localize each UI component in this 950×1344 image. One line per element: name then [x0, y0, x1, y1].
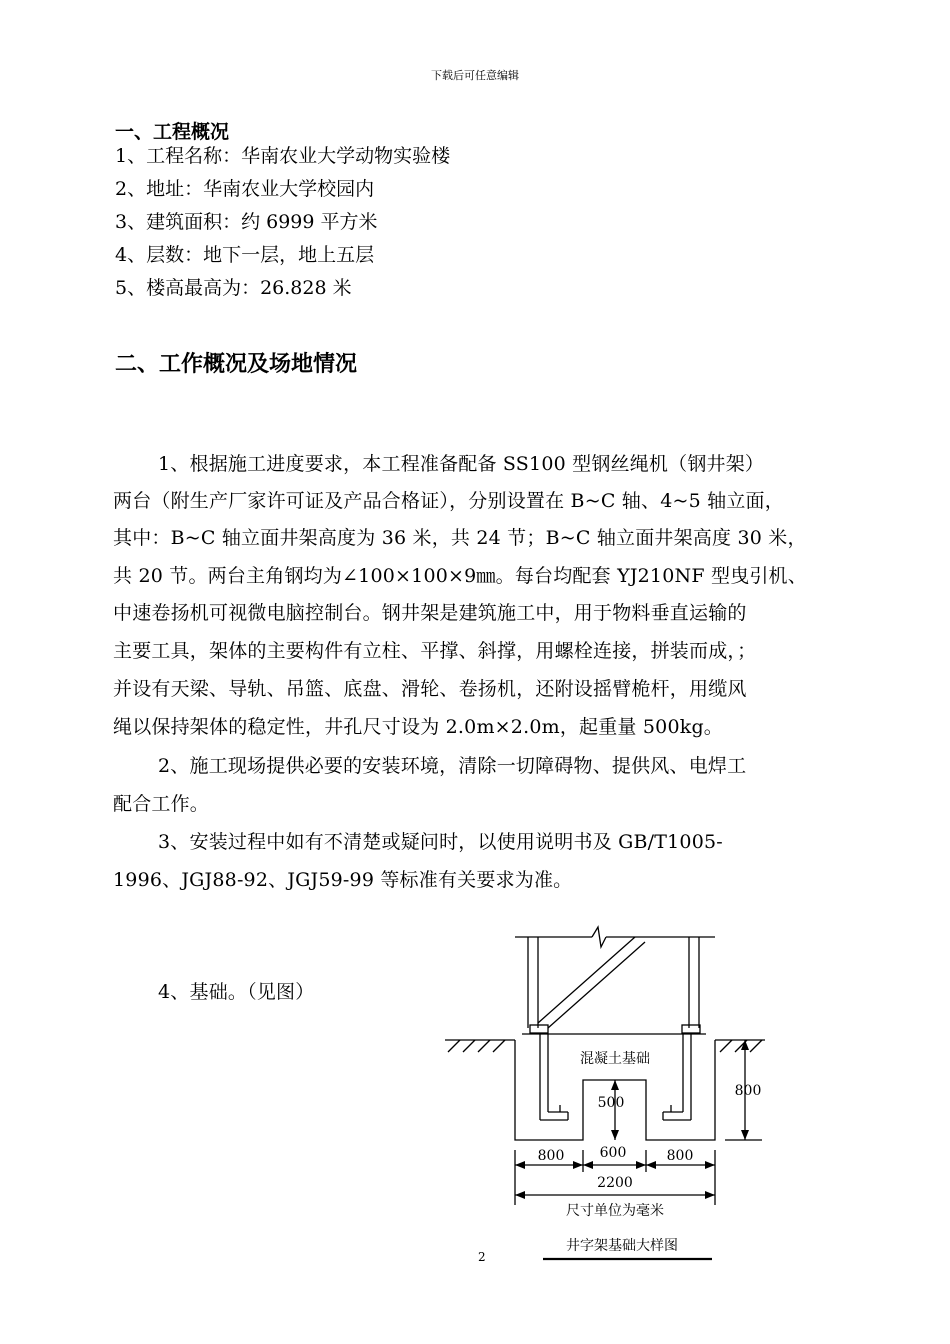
paragraph-line: 3、安装过程中如有不清楚或疑问时，以使用说明书及 GB/T1005-: [158, 831, 723, 853]
dim-500-label: 500: [597, 1095, 625, 1111]
unit-note: 尺寸单位为毫米: [566, 1203, 664, 1219]
address-line: 2、地址：华南农业大学校园内: [115, 178, 375, 200]
paragraph-line: 其中：B~C 轴立面井架高度为 36 米，共 24 节；B~C 轴立面井架高度 30 米，: [113, 527, 807, 549]
floors-line: 4、层数：地下一层，地上五层: [115, 244, 375, 266]
paragraph-line: 配合工作。: [113, 793, 210, 815]
area-line: 3、建筑面积：约 6999 平方米: [115, 211, 378, 233]
section2-title: 二、工作概况及场地情况: [115, 351, 358, 377]
paragraph-line: 中速卷扬机可视微电脑控制台。钢井架是建筑施工中，用于物料垂直运输的: [113, 602, 747, 624]
concrete-foundation-label: 混凝土基础: [580, 1051, 650, 1067]
paragraph-line: 主要工具，架体的主要构件有立柱、平撑、斜撑，用螺栓连接，拼装而成，；: [113, 640, 757, 662]
paragraph-line: 共 20 节。两台主角钢均为∠100×100×9㎜。每台均配套 YJ210NF 型曳引机、: [113, 565, 807, 587]
paragraph-line: 绳以保持架体的稳定性，井孔尺寸设为 2.0m×2.0m，起重量 500kg。: [113, 716, 724, 738]
dim-2200-label: 2200: [597, 1175, 633, 1191]
dim-800-left-label: 800: [537, 1148, 565, 1164]
paragraph-line: 2、施工现场提供必要的安装环境，清除一切障碍物、提供风、电焊工: [158, 755, 747, 777]
paragraph-line: 1、根据施工进度要求，本工程准备配备 SS100 型钢丝绳机（钢井架）: [158, 453, 765, 475]
page-number: 2: [478, 1250, 486, 1264]
dim-800-mid-label: 800: [666, 1148, 694, 1164]
dim-600-label: 600: [599, 1145, 627, 1161]
dim-800-right-label: 800: [734, 1083, 762, 1099]
height-line: 5、楼高最高为：26.828 米: [115, 277, 352, 299]
page-header: 下载后可任意编辑: [431, 69, 519, 82]
project-name-line: 1、工程名称：华南农业大学动物实验楼: [115, 145, 451, 167]
figure-caption: 井字架基础大样图: [566, 1238, 678, 1254]
paragraph-line: 1996、JGJ88-92、JGJ59-99 等标准有关要求为准。: [113, 869, 573, 891]
paragraph-line: 两台（附生产厂家许可证及产品合格证），分别设置在 B~C 轴、4~5 轴立面，: [113, 490, 784, 512]
paragraph-line: 并设有天梁、导轨、吊篮、底盘、滑轮、卷扬机，还附设摇臂桅杆，用缆风: [113, 678, 747, 700]
foundation-line: 4、基础。（见图）: [158, 981, 315, 1003]
section1-title: 一、工程概况: [115, 121, 230, 143]
